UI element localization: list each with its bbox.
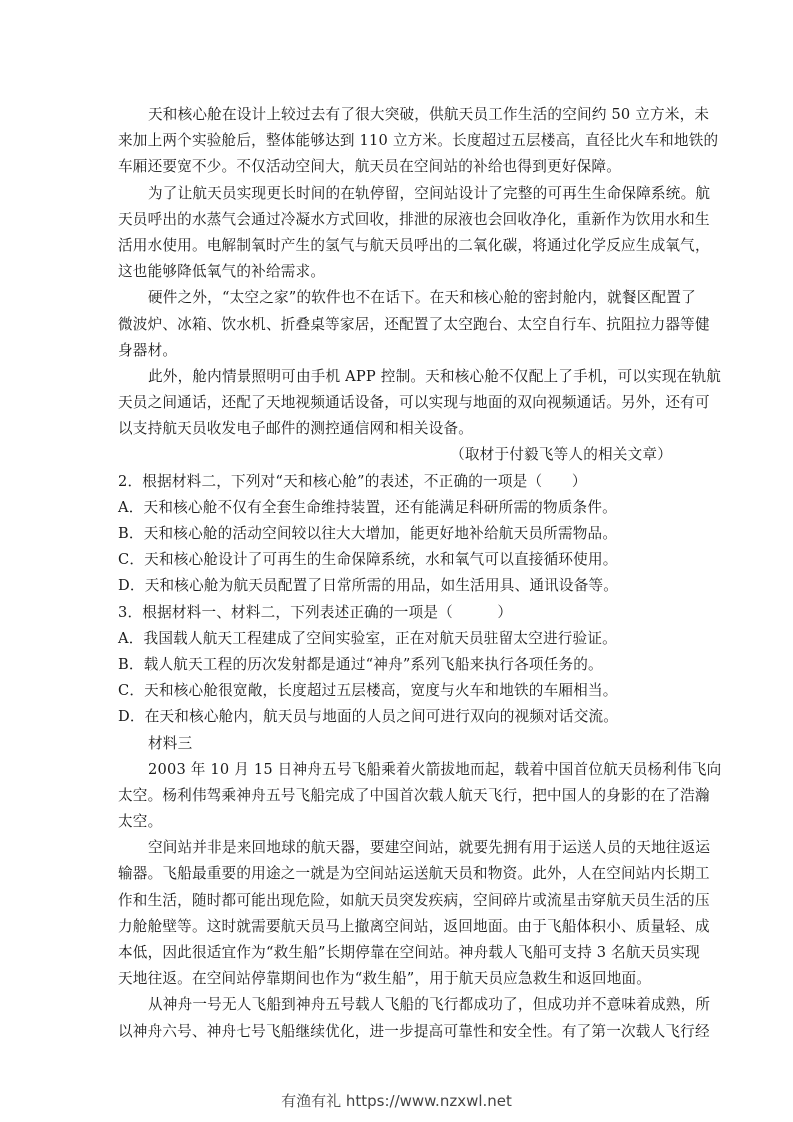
question-3 — [118, 600, 678, 731]
text-line: 天员呼出的水蒸气会通过冷凝水方式回收，排泄的尿液也会回收净化，重新作为饮用水和生 — [118, 210, 710, 228]
text-line: 太空。杨利伟驾乘神舟五号飞船完成了中国首次载人航天飞行，把中国人的身影的在了浩瀚 — [118, 786, 710, 804]
text-line: 车厢还要宽不少。不仅活动空间大，航天员在空间站的补给也得到更好保障。 — [118, 158, 621, 176]
text-line: 天地往返。在空间站停靠期间也作为“救生船”，用于航天员应急救生和返回地面。 — [118, 970, 652, 988]
paragraph — [118, 181, 711, 286]
option-d: D．在天和核心舱内，航天员与地面的人员之间可进行双向的视频对话交流。 — [118, 708, 619, 726]
text-line: 作和生活，随时都可能出现危险，如航天员突发疾病，空间碎片或流星击穿航天员生活的压 — [118, 891, 710, 909]
document-page — [118, 102, 722, 1045]
question-stem: 2．根据材料二，下列对“天和核心舱”的表述，不正确的一项是（ ） — [118, 472, 587, 490]
text-line: 从神舟一号无人飞船到神舟五号载人飞船的飞行都成功了，但成功并不意味着成熟，所 — [148, 996, 711, 1014]
option-c: C．天和核心舱很宽敞，长度超过五层楼高，宽度与火车和地铁的车厢相当。 — [118, 682, 618, 700]
text-line: 活用水使用。电解制氧时产生的氢气与航天员呼出的二氧化碳，将通过化学反应生成氧气， — [118, 236, 710, 254]
paragraph — [118, 285, 710, 364]
text-line: 以支持航天员收发电子邮件的测控通信网和相关设备。 — [118, 420, 474, 438]
question-2 — [118, 469, 678, 600]
text-line: 太空。 — [118, 813, 163, 831]
text-line: 来加上两个实验舱后，整体能够达到 110 立方米。长度超过五层楼高，直径比火车和地铁的 — [118, 132, 719, 150]
paragraph — [118, 835, 711, 992]
option-a: A．我国载人航天工程建成了空间实验室，正在对航天员驻留太空进行验证。 — [118, 629, 617, 647]
paragraph — [118, 364, 722, 443]
option-b: B．天和核心舱的活动空间较以往大大增加，能更好地补给航天员所需物品。 — [118, 525, 618, 542]
text-line: 输器。飞船最重要的用途之一就是为空间站运送航天员和物资。此外，人在空间站内长期工 — [118, 865, 710, 883]
source-note: （取材于付毅飞等人的相关文章） — [450, 446, 672, 464]
text-line: 为了让航天员实现更长时间的在轨停留，空间站设计了完整的可再生生命保障系统。航 — [148, 184, 711, 202]
text-line: 微波炉、冰箱、饮水机、折叠桌等家居，还配置了太空跑台、太空自行车、抗阻拉力器等健 — [118, 315, 710, 333]
text-line: 天员之间通话，还配了天地视频通话设备，可以实现与地面的双向视频通话。另外，还有可 — [118, 394, 710, 412]
section-heading: 材料三 — [148, 734, 193, 752]
text-line: 身器材。 — [118, 341, 178, 359]
text-line: 天和核心舱在设计上较过去有了很大突破，供航天员工作生活的空间约 50 立方米，未 — [148, 106, 710, 123]
text-line: 空间站并非是来回地球的航天器，要建空间站，就要先拥有用于运送人员的天地往返运 — [148, 839, 711, 857]
text-line: 本低，因此很适宜作为“救生船”长期停靠在空间站。神舟载人飞船可支持 3 名航天员实现 — [118, 944, 700, 961]
option-c: C．天和核心舱设计了可再生的生命保障系统，水和氧气可以直接循环使用。 — [118, 551, 618, 569]
paragraph — [118, 102, 719, 181]
text-line: 这也能够降低氧气的补给需求。 — [118, 263, 326, 281]
text-line: 以神舟六号、神舟七号飞船继续优化，进一步提高可靠性和安全性。有了第一次载人飞行经 — [118, 1022, 710, 1040]
watermark-footer: 有渔有礼 https://www.nzxwl.net — [281, 1092, 512, 1110]
option-d: D．天和核心舱为航天员配置了日常所需的用品，如生活用具、通讯设备等。 — [118, 577, 619, 595]
text-line: 此外，舱内情景照明可由手机 APP 控制。天和核心舱不仅配上了手机，可以实现在轨航 — [148, 367, 722, 385]
question-stem: 3．根据材料一、材料二，下列表述正确的一项是（ ） — [118, 603, 513, 621]
option-b: B．载人航天工程的历次发射都是通过“神舟”系列飞船来执行各项任务的。 — [118, 655, 603, 673]
paragraph — [118, 757, 722, 836]
text-line: 力舱舱壁等。这时就需要航天员马上撤离空间站，返回地面。由于飞船体积小、质量轻、成 — [118, 917, 710, 935]
paragraph — [118, 992, 711, 1044]
material-3 — [118, 731, 722, 1045]
text-line: 2003 年 10 月 15 日神舟五号飞船乘着火箭拔地而起，载着中国首位航天员杨利伟飞向 — [148, 760, 722, 778]
option-a: A．天和核心舱不仅有全套生命维持装置，还有能满足科研所需的物质条件。 — [118, 498, 617, 516]
text-line: 硬件之外，“太空之家”的软件也不在话下。在天和核心舱的密封舱内，就餐区配置了 — [148, 289, 696, 307]
